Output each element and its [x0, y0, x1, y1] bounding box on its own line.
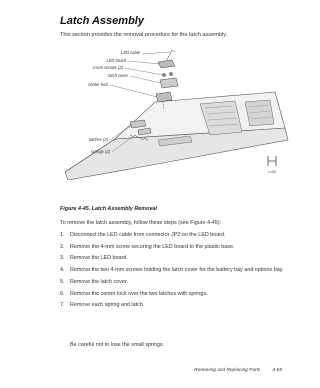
- page-footer: [194, 368, 282, 373]
- callout-led-cable: LED cable: [121, 50, 140, 55]
- step-item: [60, 232, 290, 239]
- step-item: [60, 255, 290, 262]
- step-text: Remove the two 4-mm screws holding the latch cover for the battery bay and options bay.: [70, 267, 284, 274]
- footer-section: Removing and Replacing Parts: [194, 368, 261, 373]
- page-number: 4-65: [272, 368, 282, 373]
- step-text: Remove each spring and latch.: [70, 302, 145, 309]
- step-item: [60, 279, 290, 286]
- step-text: Disconnect the LED cable from connector JP2 on the LED board.: [70, 232, 226, 238]
- step-text: Remove the center lock over the two latches with springs.: [70, 290, 208, 297]
- latch-assembly-figure: [60, 44, 290, 180]
- step-number: 4.: [60, 267, 65, 274]
- step-item: [60, 244, 290, 251]
- intro-text: This section provides the removal procedure for the latch assembly.: [60, 32, 228, 38]
- step-item: [60, 267, 290, 274]
- latch-cover-part: [160, 78, 178, 88]
- step-number: 7.: [60, 302, 65, 309]
- step-text: Remove the 4-mm screw securing the LED board to the plastic base.: [70, 243, 235, 250]
- callout-latches: latches (2): [88, 137, 108, 142]
- figure-caption: Figure 4-45. Latch Assembly Removal: [60, 206, 157, 212]
- step-number: 2.: [60, 243, 65, 250]
- procedure-steps: [60, 232, 290, 314]
- art-id: [268, 156, 276, 174]
- callout-center-lock: center lock: [88, 82, 108, 87]
- callout-screws: 4-mm screws (2): [92, 65, 123, 70]
- step-number: 5.: [60, 278, 65, 285]
- procedure-lead: To remove the latch assembly, follow these steps (see Figure 4-45):: [60, 220, 222, 226]
- art-id-label: c-ref#: [267, 170, 277, 174]
- step-text: Remove the LED board.: [70, 255, 128, 262]
- step-number: 3.: [60, 255, 65, 262]
- callout-led-board: LED board: [106, 58, 126, 63]
- callout-latch-cover: latch cover: [108, 73, 128, 78]
- step-item: [60, 291, 290, 298]
- step-note: Be careful not to lose the small springs.: [70, 342, 165, 348]
- step-number: 6.: [60, 290, 65, 297]
- screw-parts: [162, 72, 172, 76]
- step-item: [60, 302, 290, 309]
- callout-springs: springs (2): [90, 149, 110, 154]
- step-number: 1.: [60, 232, 65, 238]
- chassis-base: [65, 92, 288, 180]
- section-title: Latch Assembly: [60, 15, 144, 27]
- step-text: Remove the latch cover.: [70, 278, 128, 285]
